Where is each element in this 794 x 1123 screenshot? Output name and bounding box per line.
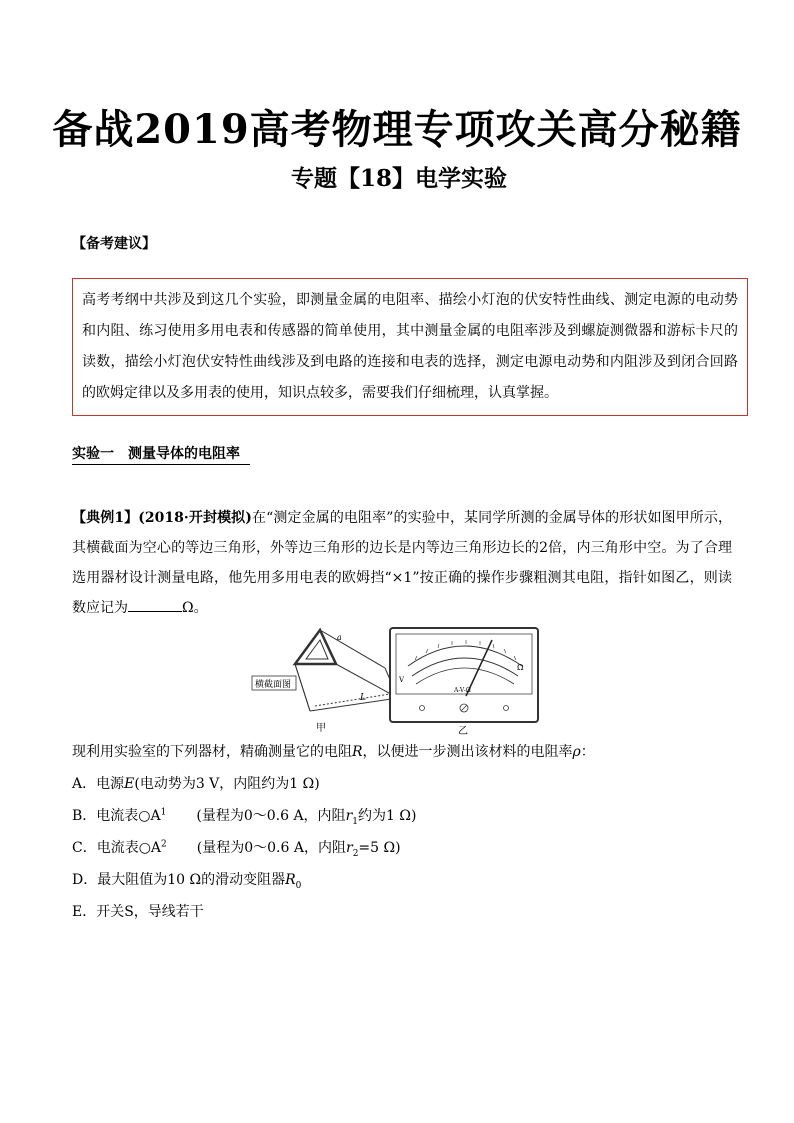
advice-box [72,278,748,416]
option-a-text: (电动势为3 V，内阻约为1 Ω) [134,776,320,792]
document-subtitle: 专题【18】电学实验 [290,165,507,192]
answer-blank[interactable] [128,597,182,612]
option-e: E．开关S，导线若干 [72,904,204,920]
example-label: 【典例1】 [72,510,139,526]
cross-section-label: 横截面图 [255,680,292,690]
advice-text: 高考考纲中共涉及到这几个实验，即测量金属的电阻率、描绘小灯泡的伏安特性曲线、测定电源的电动势和内阻、练习使用多用电表和传感器的简单使用，其中测量金属的电阻率涉及到螺旋测微器和游标卡尺的读数，描绘小灯泡伏安特性曲线涉及到电路的连接和电表的选择，测定电源电动势和内阻涉及到闭合回路的欧姆定律以及多用表的使用，知识点较多，需要我们仔细梳理，认真掌握。 [82,292,738,401]
intro-before: 现利用实验室的下列器材，精确测量它的电阻 [72,744,352,760]
option-a [72,773,320,793]
caption-right: 乙 [458,726,468,736]
intro-var: R [352,744,363,760]
section-heading: 【备考建议】 [72,236,156,252]
example-text: 在“测定金属的电阻率”的实验中，某同学所测的金属导体的形状如图甲所示，其横截面为空心的等边三角形，外等边三角形的边长是内等边三角形边长的2倍，内三角形中空。为了合理选用器材设计测量电路，他先用多用电表的欧姆挡“×1”按正确的操作步骤粗测其电阻，指针如图乙，则读数应记为 [72,510,732,616]
option-c-var: r [345,840,353,856]
intro-after: ，以便进一步测出该材料的电阻率 [362,744,573,760]
option-b-prefix: B．电流表○A [72,808,161,824]
option-d [72,869,301,891]
example-source: (2018·开封模拟) [138,510,252,526]
multimeter-diagram [390,628,538,722]
option-d-sub: 0 [295,880,302,891]
option-b-text1: (量程为0～0.6 A，内阻 [196,808,346,824]
option-b-sup: 1 [160,807,167,818]
dial-avo: A-V-Ω [454,687,471,694]
intro-end: ： [580,744,595,760]
experiment-figure [240,626,540,736]
option-a-prefix: A．电源 [72,776,125,792]
option-c-text1: (量程为0～0.6 A，内阻 [196,840,346,856]
option-c-sup: 2 [161,839,167,850]
intro-rho: ρ [572,744,581,760]
option-c [72,837,401,859]
option-a-var: E [124,776,135,792]
prism-diagram [295,630,398,711]
document-title: 备战2019高考物理专项攻关高分秘籍 [52,106,742,153]
example-paragraph [72,503,732,623]
option-b-var: r [345,808,353,824]
option-c-sub: 2 [352,848,359,859]
option-d-prefix: D．最大阻值为10 Ω的滑动变阻器 [72,872,286,888]
option-b-sub: 1 [352,816,358,827]
intro-line [72,741,595,761]
experiment-title: 实验一 测量导体的电阻率 [72,443,250,465]
option-d-var: R [285,872,296,888]
option-b [72,805,416,827]
dial-omega: Ω [517,663,524,672]
caption-left: 甲 [316,723,326,734]
label-L: L [360,693,366,703]
option-b-text2: 约为1 Ω) [358,808,417,824]
dial-v: V [399,676,405,684]
option-c-text2: =5 Ω) [358,840,401,856]
label-a: a [337,633,342,642]
example-unit: Ω。 [182,600,208,616]
option-c-prefix: C．电流表○A [72,840,162,856]
